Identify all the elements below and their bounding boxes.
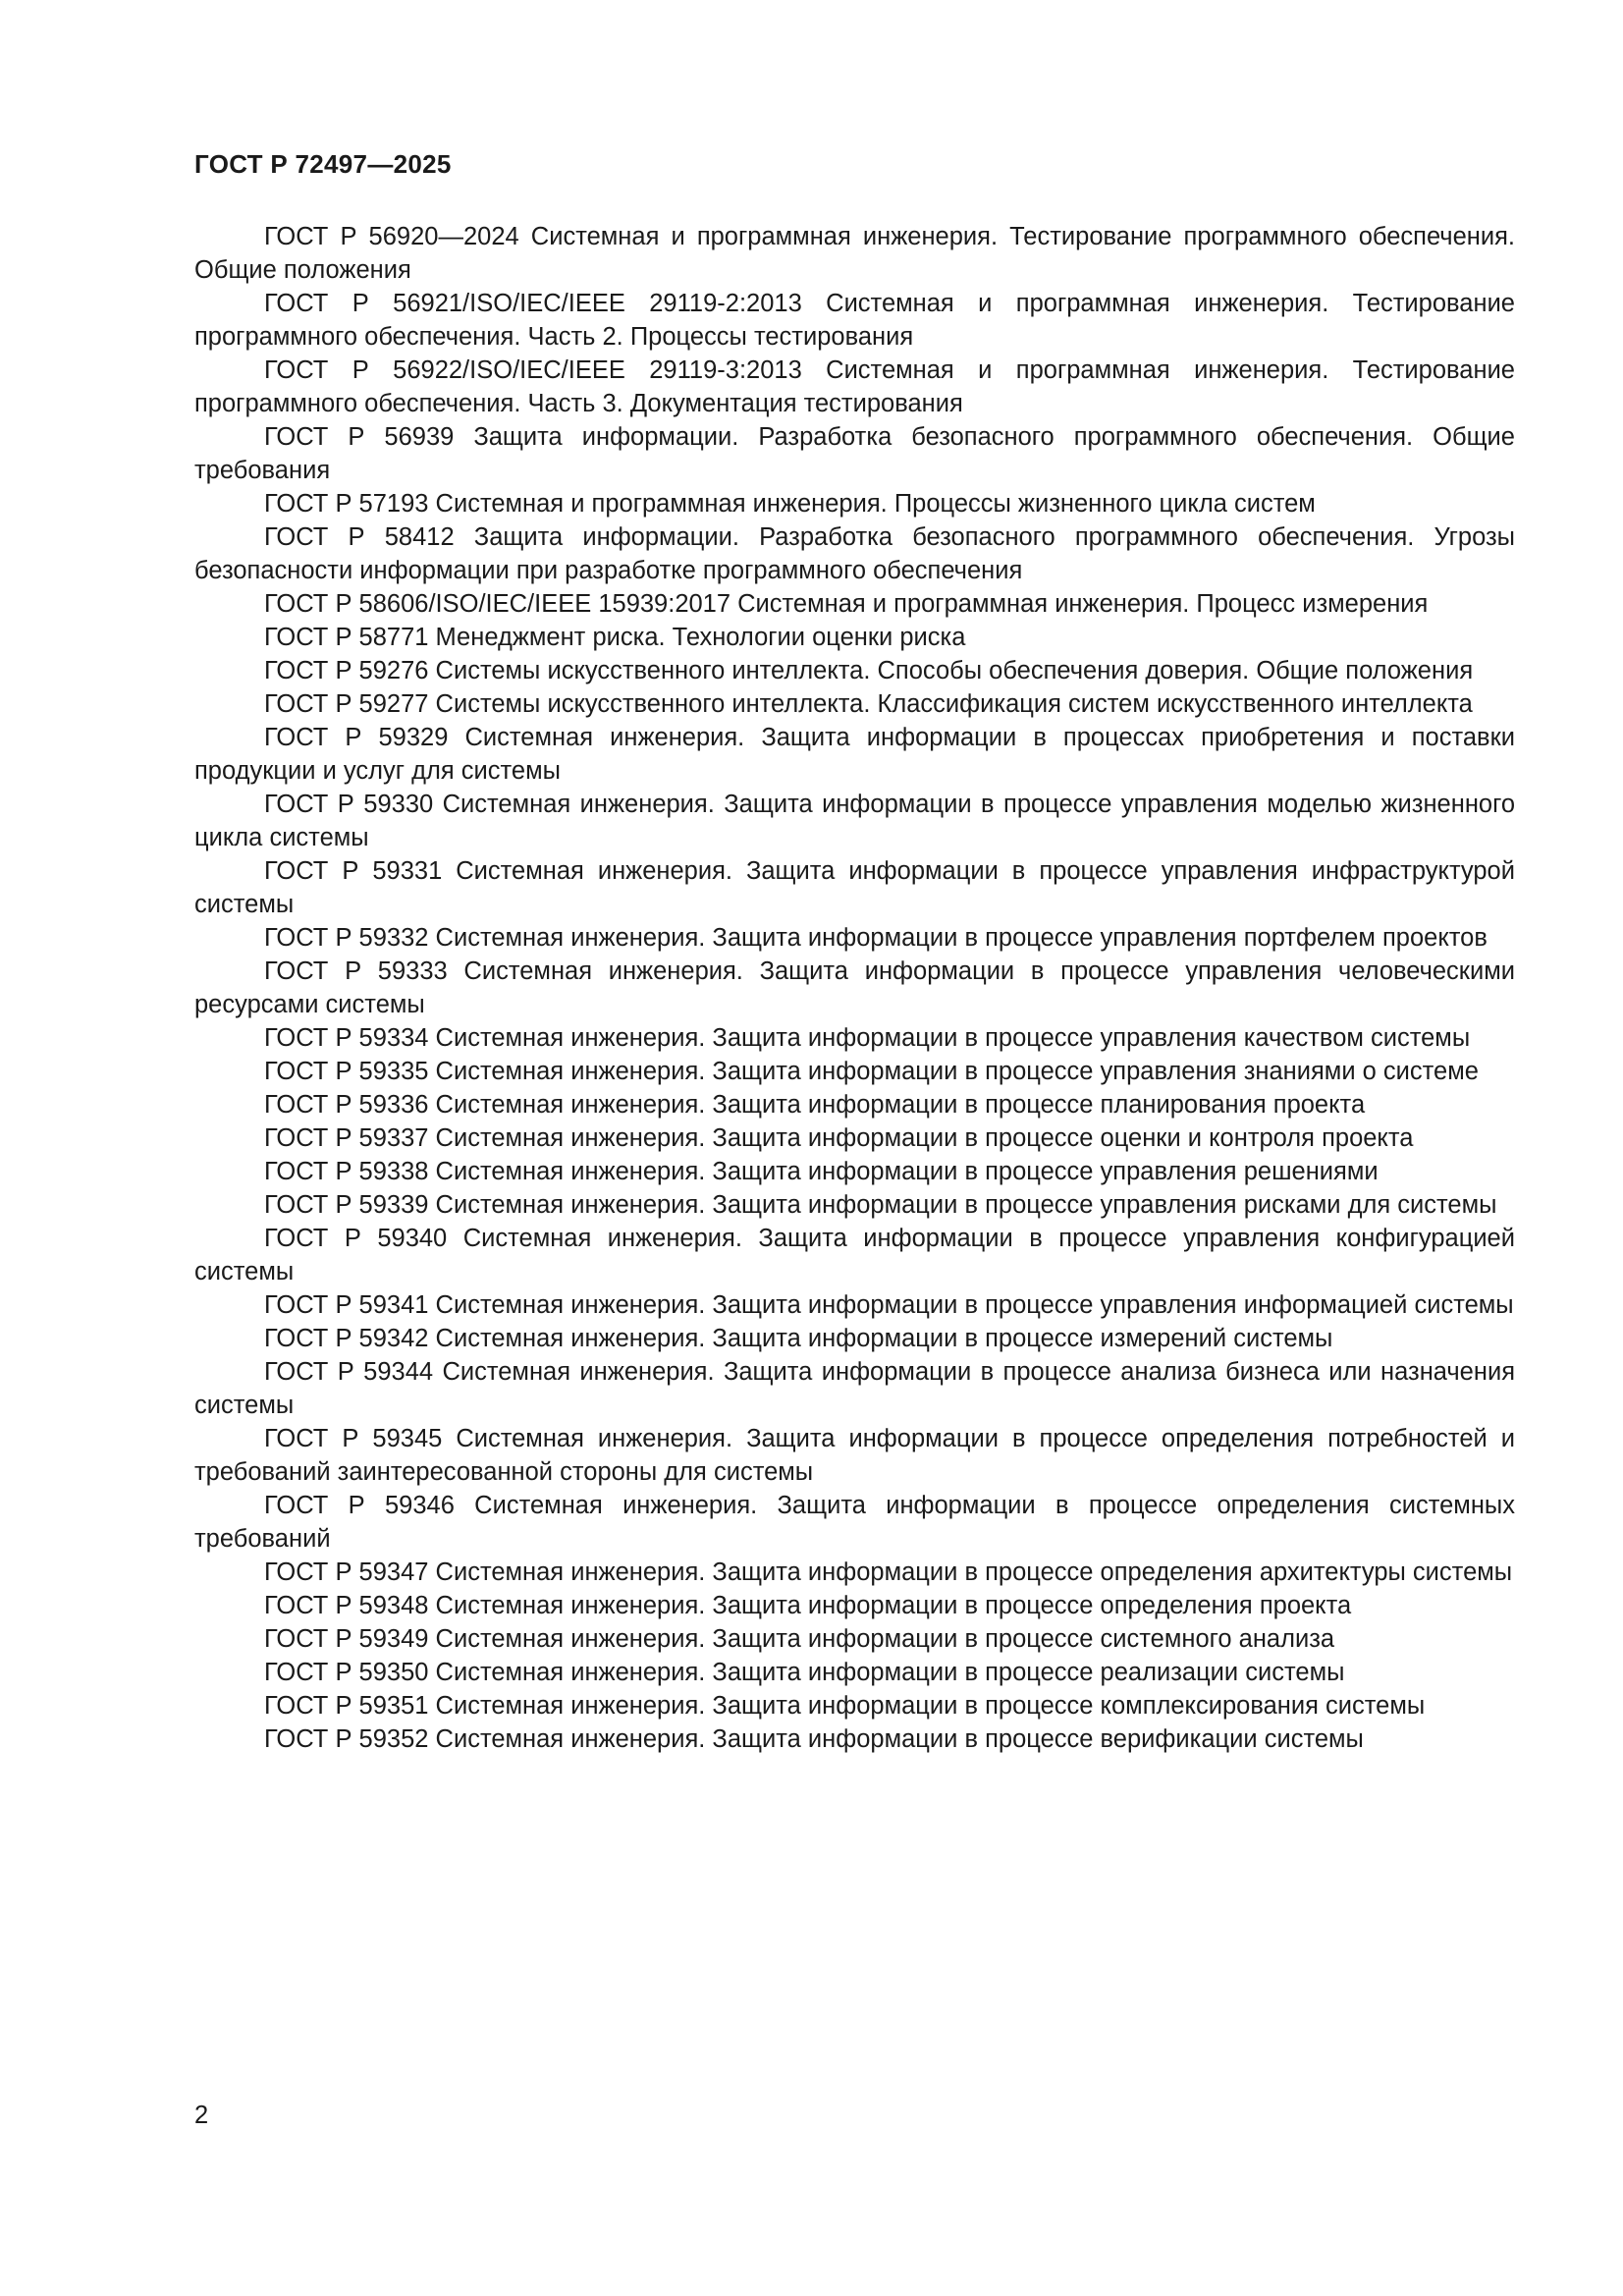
page-number: 2 bbox=[194, 2102, 209, 2129]
reference-entry: ГОСТ Р 56939 Защита информации. Разработка безопасного программного обеспечения. Общие требования bbox=[194, 423, 1515, 484]
reference-entry: ГОСТ Р 59330 Системная инженерия. Защита информации в процессе управления моделью жизненного цикла системы bbox=[194, 791, 1515, 851]
reference-list bbox=[194, 220, 1515, 1756]
reference-entry: ГОСТ Р 59348 Системная инженерия. Защита информации в процессе определения проекта bbox=[264, 1592, 1352, 1619]
document-header-id: ГОСТ Р 72497—2025 bbox=[194, 149, 452, 179]
reference-entry: ГОСТ Р 56922/ISO/IEC/IEEE 29119-3:2013 Системная и программная инженерия. Тестирование программного обеспечения. Часть 3. Документация тестирования bbox=[194, 356, 1515, 417]
reference-entry: ГОСТ Р 59337 Системная инженерия. Защита информации в процессе оценки и контроля проекта bbox=[264, 1124, 1414, 1152]
reference-entry: ГОСТ Р 58771 Менеджмент риска. Технологии оценки риска bbox=[264, 624, 966, 651]
reference-entry: ГОСТ Р 58412 Защита информации. Разработка безопасного программного обеспечения. Угрозы безопасности информации при разработке программного обеспечения bbox=[194, 523, 1515, 584]
reference-entry: ГОСТ Р 56921/ISO/IEC/IEEE 29119-2:2013 Системная и программная инженерия. Тестирование программного обеспечения. Часть 2. Процессы тестирования bbox=[194, 290, 1515, 351]
reference-entry: ГОСТ Р 59329 Системная инженерия. Защита информации в процессах приобретения и поставки продукции и услуг для системы bbox=[194, 724, 1515, 785]
reference-entry: ГОСТ Р 59349 Системная инженерия. Защита информации в процессе системного анализа bbox=[264, 1625, 1335, 1653]
reference-entry: ГОСТ Р 59339 Системная инженерия. Защита информации в процессе управления рисками для системы bbox=[264, 1191, 1497, 1219]
reference-entry: ГОСТ Р 59342 Системная инженерия. Защита информации в процессе измерений системы bbox=[264, 1325, 1333, 1352]
reference-entry: ГОСТ Р 59352 Системная инженерия. Защита информации в процессе верификации системы bbox=[264, 1725, 1364, 1753]
reference-entry: ГОСТ Р 59351 Системная инженерия. Защита информации в процессе комплексирования системы bbox=[264, 1692, 1426, 1720]
reference-entry: ГОСТ Р 56920—2024 Системная и программная инженерия. Тестирование программного обеспечения. Общие положения bbox=[194, 223, 1515, 284]
reference-entry: ГОСТ Р 59346 Системная инженерия. Защита информации в процессе определения системных требований bbox=[194, 1492, 1515, 1553]
reference-entry: ГОСТ Р 59334 Системная инженерия. Защита информации в процессе управления качеством системы bbox=[264, 1024, 1471, 1052]
reference-entry: ГОСТ Р 59336 Системная инженерия. Защита информации в процессе планирования проекта bbox=[264, 1091, 1366, 1119]
reference-entry: ГОСТ Р 59332 Системная инженерия. Защита информации в процессе управления портфелем проектов bbox=[264, 924, 1488, 952]
reference-entry: ГОСТ Р 58606/ISO/IEC/IEEE 15939:2017 Системная и программная инженерия. Процесс измерения bbox=[264, 590, 1429, 618]
reference-entry: ГОСТ Р 57193 Системная и программная инженерия. Процессы жизненного цикла систем bbox=[264, 490, 1316, 518]
reference-entry: ГОСТ Р 59333 Системная инженерия. Защита информации в процессе управления человеческими ресурсами системы bbox=[194, 957, 1515, 1018]
reference-entry: ГОСТ Р 59344 Системная инженерия. Защита информации в процессе анализа бизнеса или назначения системы bbox=[194, 1358, 1515, 1419]
reference-entry: ГОСТ Р 59335 Системная инженерия. Защита информации в процессе управления знаниями о системе bbox=[264, 1058, 1479, 1085]
reference-entry: ГОСТ Р 59340 Системная инженерия. Защита информации в процессе управления конфигурацией системы bbox=[194, 1225, 1515, 1285]
reference-entry: ГОСТ Р 59345 Системная инженерия. Защита информации в процессе определения потребностей и требований заинтересованной стороны для системы bbox=[194, 1425, 1515, 1486]
reference-entry: ГОСТ Р 59276 Системы искусственного интеллекта. Способы обеспечения доверия. Общие положения bbox=[264, 657, 1474, 684]
reference-entry: ГОСТ Р 59277 Системы искусственного интеллекта. Классификация систем искусственного интеллекта bbox=[264, 690, 1473, 718]
reference-entry: ГОСТ Р 59341 Системная инженерия. Защита информации в процессе управления информацией системы bbox=[264, 1291, 1514, 1319]
reference-entry: ГОСТ Р 59350 Системная инженерия. Защита информации в процессе реализации системы bbox=[264, 1659, 1345, 1686]
reference-entry: ГОСТ Р 59338 Системная инженерия. Защита информации в процессе управления решениями bbox=[264, 1158, 1379, 1185]
reference-entry: ГОСТ Р 59347 Системная инженерия. Защита информации в процессе определения архитектуры системы bbox=[264, 1558, 1513, 1586]
reference-entry: ГОСТ Р 59331 Системная инженерия. Защита информации в процессе управления инфраструктурой системы bbox=[194, 857, 1515, 918]
